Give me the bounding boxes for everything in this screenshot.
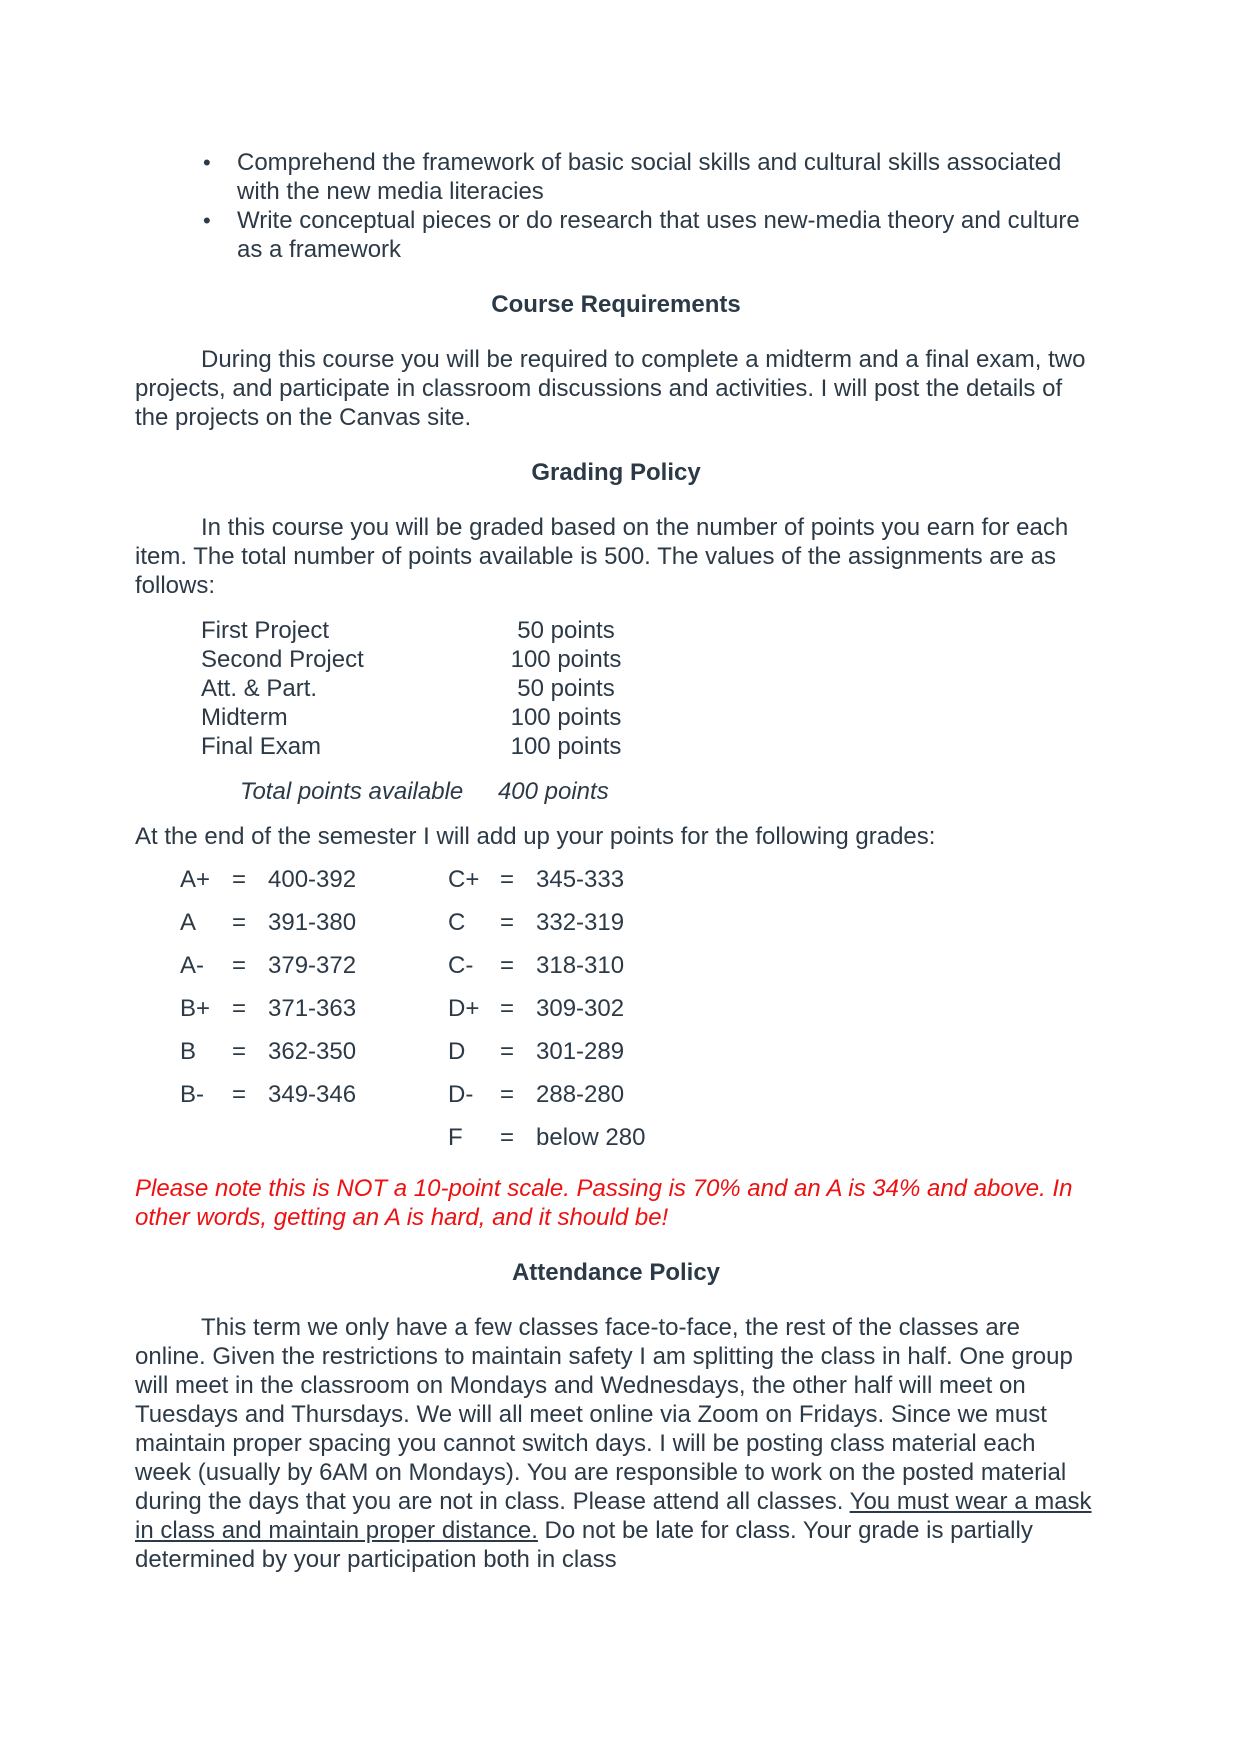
grade-range: 371-363 xyxy=(268,995,357,1022)
grade-letter: C+ xyxy=(448,866,480,893)
bullet-icon: • xyxy=(203,208,211,233)
equals-sign: = xyxy=(500,995,515,1022)
grade-letter: F xyxy=(448,1124,463,1151)
grade-cell xyxy=(448,1123,645,1152)
grade-cell xyxy=(180,1080,448,1109)
grade-letter: B xyxy=(180,1038,197,1065)
grade-cell xyxy=(180,1123,448,1152)
grading-scale-note: Please note this is NOT a 10-point scale. Passing is 70% and an A is 34% and above. In other words, getting an A is hard, and it should be! xyxy=(135,1175,1073,1231)
grade-letter xyxy=(180,1123,232,1152)
grade-row xyxy=(135,865,1097,894)
course-requirements-body: During this course you will be required to complete a midterm and a final exam, two projects, and participate in classroom discussions and activities. I will post the details of the projects on the Canvas site. xyxy=(135,346,1086,431)
assignments-table xyxy=(201,616,1097,761)
total-points-label: Total points available xyxy=(240,778,464,805)
grade-letter: C xyxy=(448,909,466,936)
list-item xyxy=(135,206,1097,264)
grade-range: 345-333 xyxy=(536,866,625,893)
grade-cell xyxy=(448,865,624,894)
attendance-text-before: This term we only have a few classes face-to-face, the rest of the classes are online. Given the restrictions to maintain safety I am splitting the class in half. One group will meet in the classroom on Mondays and Wednesdays, the other half will meet on Tuesdays and Thursdays. We will all meet online via Zoom on Fridays. Since we must maintain proper spacing you cannot switch days. I will be posting class material each week (usually by 6AM on Mondays). You are responsible to work on the posted material during the days that you are not in class. Please attend all classes. xyxy=(135,1314,1073,1515)
total-points-value: 400 points xyxy=(497,778,609,805)
course-requirements-heading: Course Requirements xyxy=(491,291,741,318)
grade-letter: D+ xyxy=(448,995,480,1022)
grade-range: 379-372 xyxy=(268,952,357,979)
table-row xyxy=(201,645,1097,674)
grade-letter: D- xyxy=(448,1081,474,1108)
assignment-points: 100 points xyxy=(510,733,622,760)
table-row xyxy=(201,674,1097,703)
grade-range: 288-280 xyxy=(536,1081,625,1108)
grading-policy-heading: Grading Policy xyxy=(531,459,701,486)
grade-range: 301-289 xyxy=(536,1038,625,1065)
table-row xyxy=(201,732,1097,761)
list-item xyxy=(135,148,1097,206)
grade-cell xyxy=(448,951,624,980)
equals-sign: = xyxy=(500,1124,515,1151)
grade-cell xyxy=(180,994,448,1023)
grading-policy-intro: In this course you will be graded based on the number of points you earn for each item. The total number of points available is 500. The values of the assignments are as follows: xyxy=(135,514,1069,599)
grade-letter: B+ xyxy=(180,995,211,1022)
grades-intro: At the end of the semester I will add up your points for the following grades: xyxy=(135,823,936,850)
assignment-label: Midterm xyxy=(201,704,288,731)
bullet-icon: • xyxy=(203,150,211,175)
grade-range: 362-350 xyxy=(268,1038,357,1065)
objective-text: Comprehend the framework of basic social skills and cultural skills associated with the new media literacies xyxy=(237,149,1062,205)
grade-letter: A+ xyxy=(180,866,211,893)
grade-range: 400-392 xyxy=(268,866,357,893)
equals-sign: = xyxy=(232,866,247,893)
assignment-label: Final Exam xyxy=(201,733,322,760)
total-points-line xyxy=(240,777,1097,806)
grade-letter: B- xyxy=(180,1081,204,1108)
grade-scale xyxy=(135,865,1097,1152)
grade-letter: A xyxy=(180,909,197,936)
grade-letter: A- xyxy=(180,952,204,979)
grade-range: below 280 xyxy=(536,1124,646,1151)
equals-sign: = xyxy=(232,1038,247,1065)
equals-sign: = xyxy=(232,909,247,936)
grade-range: 318-310 xyxy=(536,952,625,979)
grade-cell xyxy=(448,1037,624,1066)
objectives-list xyxy=(135,148,1097,264)
grade-row xyxy=(135,1080,1097,1109)
grade-cell xyxy=(180,951,448,980)
grade-row xyxy=(135,951,1097,980)
assignment-label: First Project xyxy=(201,617,330,644)
grade-cell xyxy=(448,908,624,937)
assignment-points: 50 points xyxy=(517,617,615,644)
grade-range: 332-319 xyxy=(536,909,625,936)
grade-row xyxy=(135,1037,1097,1066)
grade-range: 349-346 xyxy=(268,1081,357,1108)
grade-row xyxy=(135,1123,1097,1152)
attendance-policy-body xyxy=(135,1313,1097,1574)
grade-letter: C- xyxy=(448,952,474,979)
table-row xyxy=(201,703,1097,732)
grade-cell xyxy=(180,865,448,894)
table-row xyxy=(201,616,1097,645)
grade-cell xyxy=(448,1080,624,1109)
attendance-text-after: Do not be late for class. Your grade is partially determined by your participation both in class xyxy=(135,1517,1033,1573)
assignment-label: Att. & Part. xyxy=(201,675,318,702)
equals-sign: = xyxy=(500,1081,515,1108)
equals-sign: = xyxy=(500,866,515,893)
equals-sign: = xyxy=(500,1038,515,1065)
assignment-points: 100 points xyxy=(510,646,622,673)
grade-row xyxy=(135,908,1097,937)
assignment-points: 50 points xyxy=(517,675,615,702)
attendance-policy-heading: Attendance Policy xyxy=(511,1259,721,1286)
equals-sign: = xyxy=(500,909,515,936)
assignment-points: 100 points xyxy=(510,704,622,731)
grade-cell xyxy=(180,1037,448,1066)
equals-sign: = xyxy=(232,952,247,979)
objective-text: Write conceptual pieces or do research that uses new-media theory and culture as a framework xyxy=(237,207,1080,263)
grade-cell xyxy=(448,994,624,1023)
equals-sign xyxy=(232,1123,268,1152)
grade-row xyxy=(135,994,1097,1023)
equals-sign: = xyxy=(232,1081,247,1108)
assignment-label: Second Project xyxy=(201,646,364,673)
mask-rule-underlined-text: You must wear a mask in class and maintain proper distance. xyxy=(135,1488,1092,1544)
equals-sign: = xyxy=(232,995,247,1022)
grade-letter: D xyxy=(448,1038,466,1065)
grade-range: 391-380 xyxy=(268,909,357,936)
grade-cell xyxy=(180,908,448,937)
equals-sign: = xyxy=(500,952,515,979)
grade-range: 309-302 xyxy=(536,995,625,1022)
